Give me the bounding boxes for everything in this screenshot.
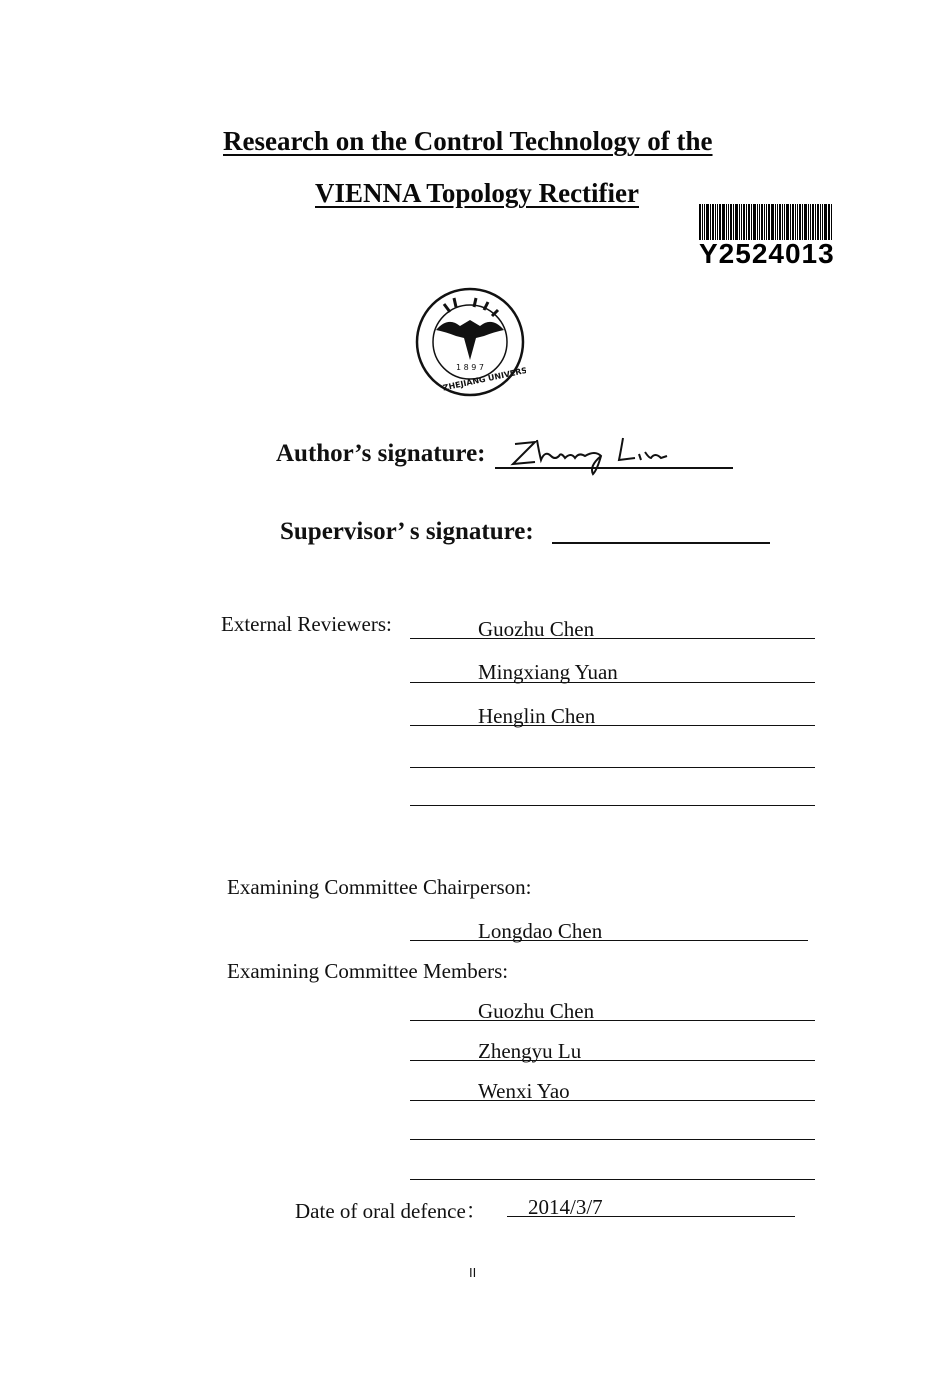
committee-blank-line — [410, 1179, 815, 1180]
reviewer-blank-line — [410, 767, 815, 768]
external-reviewers-label: External Reviewers: — [221, 612, 392, 636]
barcode-bar — [824, 204, 827, 240]
barcode-bar — [761, 204, 763, 240]
barcode-bar — [757, 204, 758, 240]
barcode-bar — [782, 204, 783, 240]
reviewer-name: Henglin Chen — [478, 704, 596, 728]
barcode-bar — [810, 204, 811, 240]
barcode-bar — [751, 204, 752, 240]
barcode-bar — [726, 204, 727, 240]
barcode-bars — [699, 204, 847, 240]
barcode-bar — [741, 204, 742, 240]
reviewer-blank-line — [410, 805, 815, 806]
author-handwritten-signature — [505, 430, 685, 480]
barcode-bar — [753, 204, 756, 240]
barcode — [699, 204, 849, 270]
supervisor-signature-label: Supervisor’ s signature: — [280, 518, 534, 545]
barcode-bar — [831, 204, 832, 240]
thesis-title-line-1: Research on the Control Technology of the — [223, 126, 713, 156]
author-signature-label: Author’s signature: — [276, 440, 486, 467]
reviewer-line — [410, 682, 815, 683]
barcode-bar — [784, 204, 785, 240]
page-number: II — [469, 1265, 477, 1280]
barcode-bar — [812, 204, 814, 240]
committee-members-label: Examining Committee Members: — [227, 959, 509, 983]
barcode-bar — [759, 204, 760, 240]
barcode-bar — [730, 204, 732, 240]
barcode-bar — [764, 204, 765, 240]
barcode-bar — [797, 204, 798, 240]
supervisor-signature-line — [552, 542, 770, 544]
barcode-bar — [792, 204, 794, 240]
barcode-bar — [704, 204, 705, 240]
defence-date-line — [507, 1216, 795, 1217]
thesis-title-line-2: VIENNA Topology Rectifier — [315, 178, 639, 208]
committee-member-name: Wenxi Yao — [478, 1079, 570, 1103]
barcode-bar — [822, 204, 823, 240]
defence-date-value: 2014/3/7 — [528, 1195, 603, 1219]
barcode-bar — [739, 204, 740, 240]
barcode-bar — [735, 204, 738, 240]
barcode-bar — [828, 204, 830, 240]
barcode-bar — [815, 204, 816, 240]
reviewer-line — [410, 725, 815, 726]
reviewer-name: Guozhu Chen — [478, 617, 595, 641]
committee-chair-line — [410, 940, 808, 941]
barcode-bar — [775, 204, 776, 240]
defence-date-label: Date of oral defence： — [295, 1199, 487, 1223]
barcode-bar — [804, 204, 807, 240]
barcode-bar — [717, 204, 718, 240]
svg-text:ZHEJIANG UNIVERSITY: ZHEJIANG UNIVERSITY — [442, 362, 526, 393]
barcode-bar — [722, 204, 725, 240]
barcode-bar — [802, 204, 803, 240]
barcode-bar — [808, 204, 809, 240]
reviewer-name: Mingxiang Yuan — [478, 660, 618, 684]
committee-member-line — [410, 1100, 815, 1101]
svg-text:1 8 9 7: 1 8 9 7 — [456, 363, 484, 372]
barcode-bar — [795, 204, 796, 240]
barcode-bar — [771, 204, 774, 240]
committee-chair-name: Longdao Chen — [478, 919, 603, 943]
barcode-bar — [699, 204, 701, 240]
barcode-bar — [743, 204, 745, 240]
barcode-bar — [779, 204, 781, 240]
barcode-bar — [733, 204, 734, 240]
barcode-bar — [712, 204, 714, 240]
barcode-bar — [790, 204, 791, 240]
barcode-bar — [748, 204, 750, 240]
barcode-bar — [746, 204, 747, 240]
university-seal-logo — [414, 286, 526, 398]
barcode-bar — [817, 204, 819, 240]
barcode-bar — [766, 204, 767, 240]
barcode-bar — [715, 204, 716, 240]
barcode-bar — [710, 204, 711, 240]
barcode-bar — [768, 204, 770, 240]
committee-member-line — [410, 1060, 815, 1061]
barcode-bar — [728, 204, 729, 240]
barcode-bar — [786, 204, 789, 240]
barcode-bar — [719, 204, 721, 240]
committee-blank-line — [410, 1139, 815, 1140]
barcode-bar — [799, 204, 801, 240]
barcode-bar — [702, 204, 703, 240]
barcode-bar — [820, 204, 821, 240]
committee-member-name: Guozhu Chen — [478, 999, 595, 1023]
committee-chair-label: Examining Committee Chairperson: — [227, 875, 532, 899]
committee-member-line — [410, 1020, 815, 1021]
barcode-bar — [777, 204, 778, 240]
barcode-number: Y2524013 — [699, 238, 835, 269]
committee-member-name: Zhengyu Lu — [478, 1039, 582, 1063]
barcode-bar — [706, 204, 709, 240]
reviewer-line — [410, 638, 815, 639]
